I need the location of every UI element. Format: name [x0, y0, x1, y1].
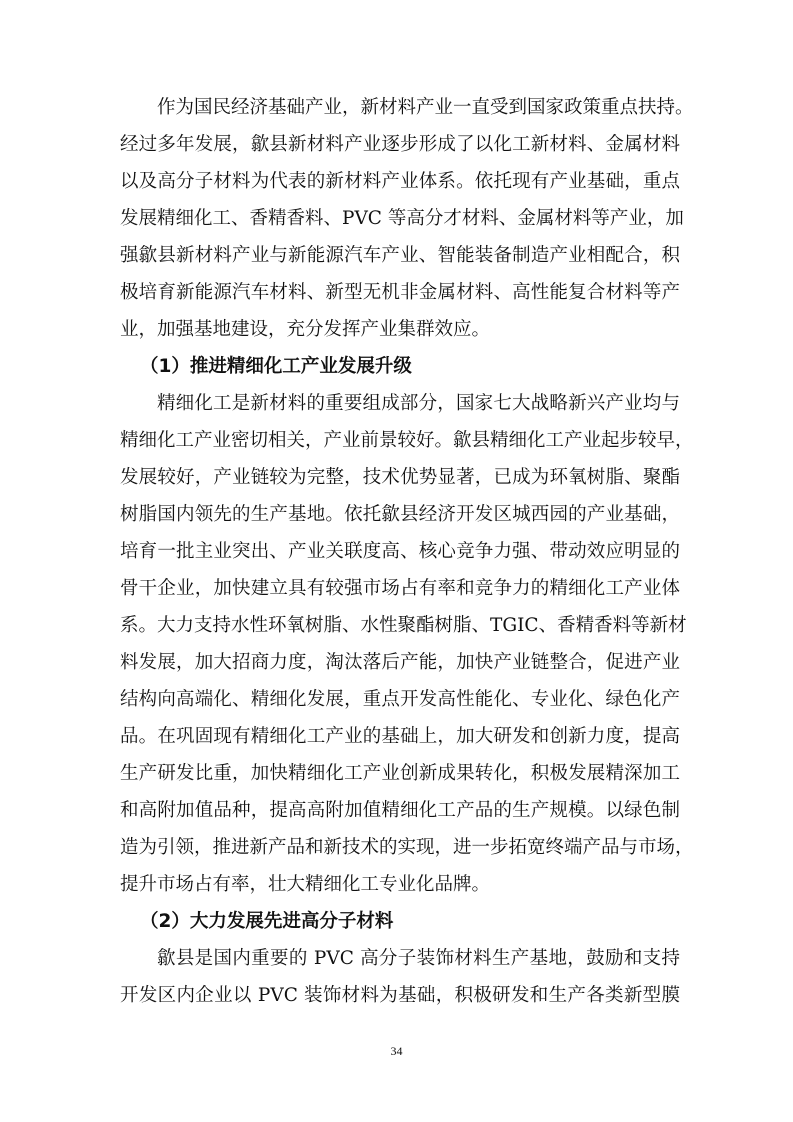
paragraph-line: 开发区内企业以 PVC 装饰材料为基础，积极研发和生产各类新型膜: [120, 985, 680, 1006]
paragraph-line: 发展较好，产业链较为完整，技术优势显著，已成为环氧树脂、聚酯: [120, 467, 680, 488]
paragraph-line: 极培育新能源汽车材料、新型无机非金属材料、高性能复合材料等产: [120, 282, 680, 303]
paragraph-line: 树脂国内领先的生产基地。依托歙县经济开发区城西园的产业基础，: [120, 504, 680, 525]
paragraph-line: 提升市场占有率，壮大精细化工专业化品牌。: [120, 874, 491, 895]
paragraph-line: 发展精细化工、香精香料、PVC 等高分才材料、金属材料等产业，加: [120, 208, 684, 229]
paragraph-line: 培育一批主业突出、产业关联度高、核心竞争力强、带动效应明显的: [120, 541, 680, 562]
paragraph-line: 精细化工是新材料的重要组成部分，国家七大战略新兴产业均与: [157, 393, 680, 414]
paragraph-line: 作为国民经济基础产业，新材料产业一直受到国家政策重点扶持。: [157, 97, 694, 118]
paragraph-line: 以及高分子材料为代表的新材料产业体系。依托现有产业基础，重点: [120, 171, 680, 192]
paragraph-line: 歙县是国内重要的 PVC 高分子装饰材料生产基地，鼓励和支持: [157, 948, 680, 969]
paragraph-line: 品。在巩固现有精细化工产业的基础上，加大研发和创新力度，提高: [120, 726, 680, 747]
paragraph-line: 精细化工产业密切相关，产业前景较好。歙县精细化工产业起步较早，: [120, 430, 694, 451]
section-heading: （2）大力发展先进高分子材料: [140, 911, 394, 932]
paragraph-line: 系。大力支持水性环氧树脂、水性聚酯树脂、TGIC、香精香料等新材: [120, 615, 687, 636]
paragraph-line: 和高附加值品种，提高高附加值精细化工产品的生产规模。以绿色制: [120, 800, 680, 821]
paragraph-line: 强歙县新材料产业与新能源汽车产业、智能装备制造产业相配合，积: [120, 245, 680, 266]
paragraph-line: 业，加强基地建设，充分发挥产业集群效应。: [120, 319, 491, 340]
paragraph-line: 造为引领，推进新产品和新技术的实现，进一步拓宽终端产品与市场，: [120, 837, 694, 858]
paragraph-line: 料发展，加大招商力度，淘汰落后产能，加快产业链整合，促进产业: [120, 652, 680, 673]
paragraph-line: 骨干企业，加快建立具有较强市场占有率和竞争力的精细化工产业体: [120, 578, 680, 599]
paragraph-line: 结构向高端化、精细化发展，重点开发高性能化、专业化、绿色化产: [120, 689, 680, 710]
paragraph-line: 生产研发比重，加快精细化工产业创新成果转化，积极发展精深加工: [120, 763, 680, 784]
paragraph-line: 经过多年发展，歙县新材料产业逐步形成了以化工新材料、金属材料: [120, 134, 680, 155]
section-heading: （1）推进精细化工产业发展升级: [140, 356, 412, 377]
page-number: 34: [390, 1044, 403, 1058]
